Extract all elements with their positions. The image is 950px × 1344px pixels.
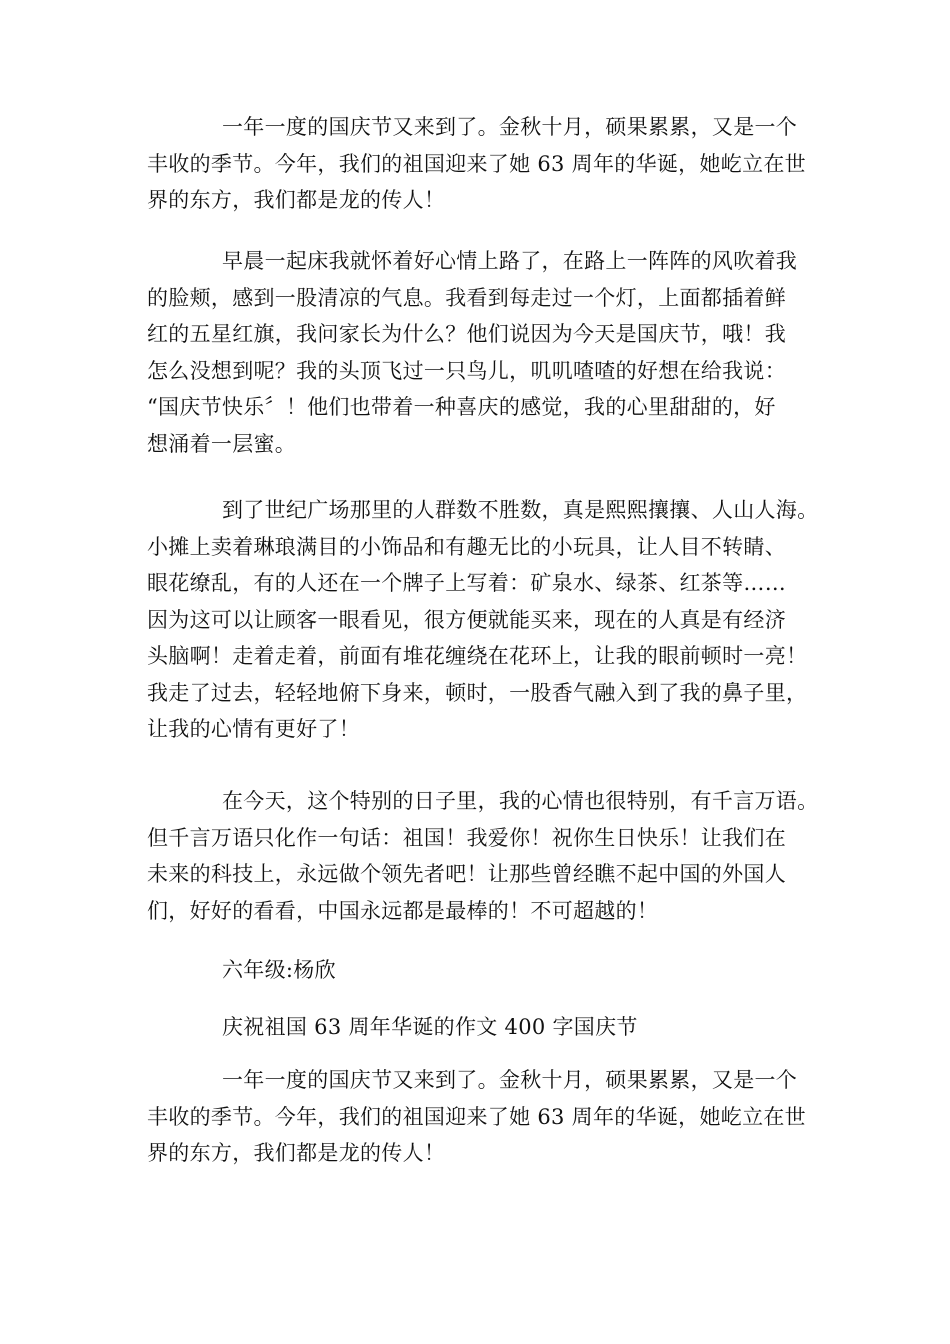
paragraph-line: 界的东方，我们都是龙的传人！ bbox=[147, 1141, 446, 1165]
paragraph-2 bbox=[147, 243, 797, 462]
paragraph-line: 因为这可以让顾客一眼看见，很方便就能买来，现在的人真是有经济 bbox=[147, 607, 786, 632]
author-line: 六年级:杨欣 bbox=[222, 958, 336, 982]
paragraph-line: 眼花缭乱，有的人还在一个牌子上写着：矿泉水、绿茶、红茶等…… bbox=[147, 571, 786, 595]
paragraph-line: 在今天，这个特别的日子里，我的心情也很特别，有千言万语。 bbox=[222, 789, 819, 813]
paragraph-4 bbox=[147, 783, 818, 929]
paragraph-line: 小摊上卖着琳琅满目的小饰品和有趣无比的小玩具，让人目不转睛、 bbox=[147, 534, 786, 559]
paragraph-line: 一年一度的国庆节又来到了。金秋十月，硕果累累，又是一个 bbox=[222, 1068, 798, 1092]
paragraph-line: 怎么没想到呢？我的头顶飞过一只鸟儿，叽叽喳喳的好想在给我说： bbox=[147, 358, 786, 383]
paragraph-line: 头脑啊！走着走着，前面有堆花缠绕在花环上，让我的眼前顿时一亮！ bbox=[147, 644, 808, 668]
paragraph-line: 一年一度的国庆节又来到了。金秋十月，硕果累累，又是一个 bbox=[222, 115, 798, 139]
paragraph-1 bbox=[147, 109, 806, 219]
paragraph-line: 们，好好的看看，中国永远都是最棒的！不可超越的！ bbox=[147, 898, 659, 923]
paragraph-line: 早晨一起床我就怀着好心情上路了，在路上一阵阵的风吹着我 bbox=[222, 249, 798, 273]
paragraph-line: 让我的心情有更好了！ bbox=[147, 717, 360, 741]
paragraph-line: 界的东方，我们都是龙的传人！ bbox=[147, 188, 446, 212]
paragraph-line: 到了世纪广场那里的人群数不胜数，真是熙熙攘攘、人山人海。 bbox=[222, 498, 819, 522]
paragraph-line: “国庆节快乐〞！他们也带着一种喜庆的感觉，我的心里甜甜的，好 bbox=[147, 395, 776, 419]
paragraph-line: 想涌着一层蜜。 bbox=[147, 431, 297, 456]
paragraph-line: 我走了过去，轻轻地俯下身来，顿时，一股香气融入到了我的鼻子里， bbox=[147, 680, 808, 705]
essay-title: 庆祝祖国 63 周年华诞的作文 400 字国庆节 bbox=[222, 1015, 638, 1039]
paragraph-line: 丰收的季节。今年，我们的祖国迎来了她 63 周年的华诞，她屹立在世 bbox=[147, 1104, 806, 1129]
paragraph-3 bbox=[147, 492, 818, 748]
paragraph-line: 红的五星红旗，我问家长为什么？他们说因为今天是国庆节，哦！我 bbox=[147, 322, 786, 346]
paragraph-line: 的脸颊，感到一股清凉的气息。我看到每走过一个灯，上面都插着鲜 bbox=[147, 285, 786, 310]
paragraph-line: 但千言万语只化作一句话：祖国！我爱你！祝你生日快乐！让我们在 bbox=[147, 825, 786, 850]
paragraph-line: 未来的科技上，永远做个领先者吧！让那些曾经瞧不起中国的外国人 bbox=[147, 862, 786, 886]
paragraph-repeat bbox=[147, 1062, 806, 1172]
paragraph-line: 丰收的季节。今年，我们的祖国迎来了她 63 周年的华诞，她屹立在世 bbox=[147, 151, 806, 176]
